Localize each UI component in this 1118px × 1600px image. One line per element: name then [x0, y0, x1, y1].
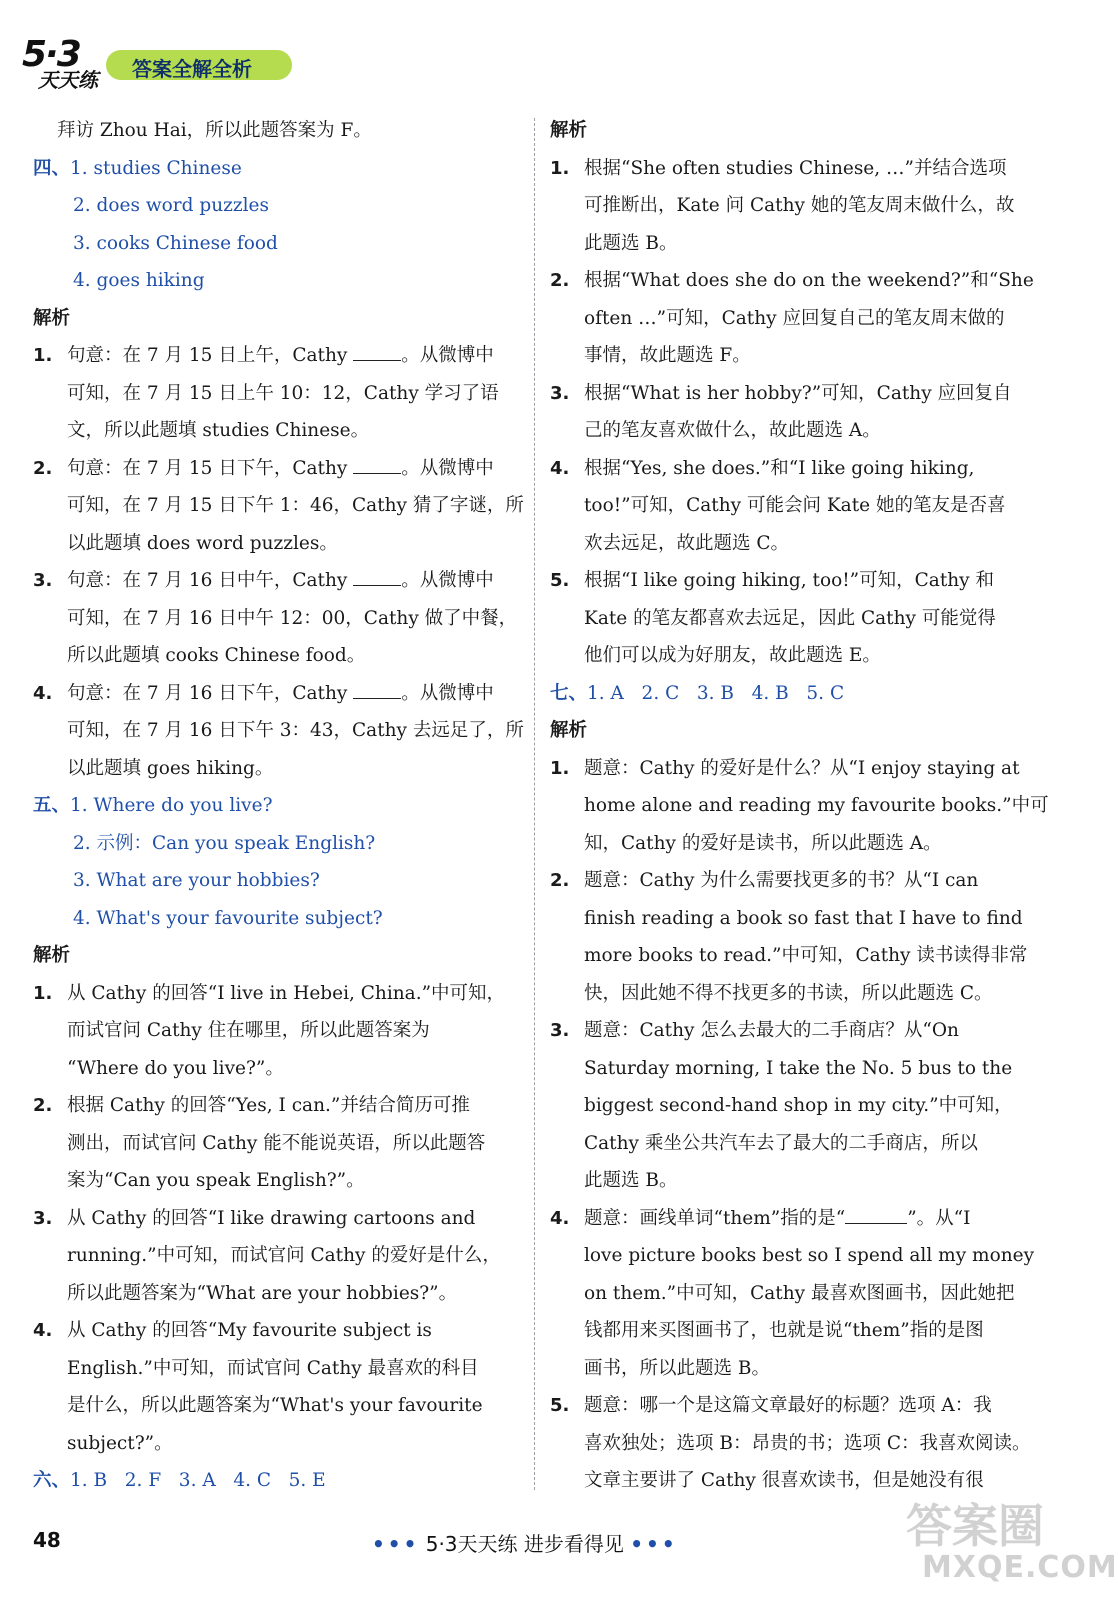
text-line: 题意：画线单词“them”指的是“	[584, 1207, 846, 1229]
logo-text: 天天练	[38, 68, 98, 92]
text-line: “Where do you live?”。	[67, 1057, 284, 1079]
section-7-answers	[550, 675, 1030, 713]
item-number: 1.	[33, 982, 53, 1004]
text-line: 文，所以此题填 studies Chinese。	[67, 420, 370, 441]
text-line: 句意：在 7 月 15 日下午，Cathy	[67, 457, 348, 479]
explanation-item	[33, 675, 523, 788]
explanation-item	[550, 450, 1030, 563]
explanation-item	[550, 1200, 1035, 1388]
section-5-answers	[33, 787, 523, 937]
section-label: 四、	[33, 157, 71, 179]
answer-list: 1. A 2. C 3. B 4. B 5. C	[587, 682, 845, 704]
dots-icon: •••	[372, 1532, 420, 1556]
analysis-heading: 解析	[33, 945, 71, 966]
item-number: 4.	[33, 1320, 53, 1341]
text-line: 题意：Cathy 为什么需要找更多的书？从“I can	[584, 870, 979, 891]
explanation-item	[550, 150, 1030, 263]
blank-line	[353, 455, 401, 474]
footer-slogan	[372, 1528, 678, 1557]
text-line: English.”中可知，而试官问 Cathy 最喜欢的科目	[67, 1357, 479, 1379]
text-line: biggest second-hand shop in my city.”中可知，	[584, 1095, 1013, 1116]
text-line: 题意：Cathy 的爱好是什么？从“I enjoy staying at	[584, 757, 1020, 779]
section-label: 七、	[550, 682, 588, 704]
analysis-heading: 解析	[550, 120, 588, 141]
text-line: 。从微博中	[401, 682, 494, 704]
text-line: 可知，在 7 月 15 日上午 10：12，Cathy 学习了语	[67, 382, 499, 404]
item-number: 4.	[550, 1207, 570, 1229]
item-number: 4.	[33, 682, 53, 704]
text-line: 根据 Cathy 的回答“Yes, I can.”并结合简历可推	[67, 1095, 470, 1116]
text-line: 从 Cathy 的回答“I live in Hebei, China.”中可知，	[67, 982, 506, 1004]
item-number: 2.	[550, 270, 570, 291]
text-line: 画书，所以此题选 B。	[584, 1357, 770, 1379]
banner-title: 答案全解全析	[132, 57, 252, 81]
section-4-answers	[33, 150, 523, 300]
section-label: 六、	[33, 1470, 71, 1491]
logo-number: 5·3	[22, 34, 80, 75]
explanation-item	[550, 262, 1034, 375]
text-line: 题意：哪一个是这篇文章最好的标题？选项 A：我	[584, 1395, 992, 1416]
answer-item: 2. 示例：Can you speak English?	[73, 832, 376, 854]
text-line: Cathy 乘坐公共汽车去了最大的二手商店，所以	[584, 1132, 978, 1154]
explanation-item	[33, 337, 523, 450]
text-line: 从 Cathy 的回答“My favourite subject is	[67, 1320, 432, 1341]
explanation-item	[550, 750, 1049, 863]
dots-icon: •••	[630, 1532, 678, 1556]
text-line: 。从微博中	[401, 570, 494, 591]
text-line: 根据“Yes, she does.”和“I like going hiking,	[584, 457, 975, 479]
answer-item: 3. cooks Chinese food	[73, 232, 278, 254]
page-header	[20, 34, 300, 92]
explanation-item	[33, 450, 523, 563]
text-line: 己的笔友喜欢做什么，故此题选 A。	[584, 420, 881, 441]
item-number: 3.	[33, 1207, 53, 1229]
item-number: 1.	[550, 757, 570, 779]
text-line: more books to read.”中可知，Cathy 读书读得非常	[584, 945, 1028, 966]
item-number: 3.	[33, 570, 53, 591]
explanation-item	[550, 1387, 1030, 1500]
text-line: 所以此题填 cooks Chinese food。	[67, 645, 366, 666]
text-line: 根据“What does she do on the weekend?”和“She	[584, 270, 1034, 291]
explanation-item	[550, 375, 1030, 450]
text-line: 此题选 B。	[584, 232, 678, 254]
left-column	[33, 112, 523, 1500]
text-line: 此题选 B。	[584, 1170, 678, 1191]
analysis-heading: 解析	[33, 307, 71, 329]
answer-item: 4. What's your favourite subject?	[73, 907, 383, 929]
text-line: 从 Cathy 的回答“I like drawing cartoons and	[67, 1207, 476, 1229]
text-line: often …”可知，Cathy 应回复自己的笔友周末做的	[584, 307, 1005, 329]
blank-line	[353, 680, 401, 699]
text-line: 以此题填 goes hiking。	[67, 757, 274, 779]
text-line: 题意：Cathy 怎么去最大的二手商店？从“On	[584, 1020, 959, 1041]
text-line: 句意：在 7 月 15 日上午，Cathy	[67, 345, 348, 366]
text-line: 可知，在 7 月 16 日中午 12：00，Cathy 做了中餐，	[67, 607, 518, 629]
text-line: 是什么，所以此题答案为“What's your favourite	[67, 1395, 483, 1416]
explanation-item	[33, 1200, 523, 1313]
right-column	[550, 112, 1049, 1500]
header-banner	[106, 50, 292, 80]
explanation-item	[33, 562, 523, 675]
text-line: 欢去远足，故此题选 C。	[584, 532, 790, 554]
text-line: 快，因此她不得不找更多的书读，所以此题选 C。	[584, 982, 993, 1004]
blank-line	[845, 1205, 907, 1224]
explanation-item	[33, 1312, 523, 1462]
text-line: love picture books best so I spend all my money	[584, 1245, 1035, 1266]
text-line: 可知，在 7 月 15 日下午 1：46，Cathy 猜了字谜，所	[67, 495, 524, 516]
text-line: 知，Cathy 的爱好是读书，所以此题选 A。	[584, 832, 942, 854]
item-number: 2.	[33, 1095, 53, 1116]
text-line: 以此题填 does word puzzles。	[67, 532, 338, 554]
explanation-item	[33, 1087, 523, 1200]
text-line: home alone and reading my favourite books.”中可	[584, 795, 1049, 816]
text-line: 所以此题答案为“What are your hobbies?”。	[67, 1282, 458, 1304]
text-line: 可知，在 7 月 16 日下午 3：43，Cathy 去远足了，所	[67, 720, 524, 741]
watermark-top: 答案圈	[906, 1499, 1044, 1553]
answer-item: 3. What are your hobbies?	[73, 870, 320, 891]
item-number: 2.	[550, 870, 570, 891]
text-line: Saturday morning, I take the No. 5 bus to the	[584, 1057, 1013, 1079]
explanation-item	[33, 975, 523, 1088]
carry-over-text: 拜访 Zhou Hai，所以此题答案为 F。	[57, 120, 372, 141]
item-number: 4.	[550, 457, 570, 479]
explanation-item	[550, 1012, 1030, 1200]
answer-item: 4. goes hiking	[73, 270, 205, 291]
text-line: 他们可以成为好朋友，故此题选 E。	[584, 645, 881, 666]
text-line: 测出，而试官问 Cathy 能不能说英语，所以此题答	[67, 1132, 486, 1154]
item-number: 5.	[550, 1395, 570, 1416]
brand-logo	[20, 34, 112, 92]
text-line: too!”可知，Cathy 可能会问 Kate 她的笔友是否喜	[584, 495, 1006, 516]
column-divider	[534, 118, 535, 1490]
section-label: 五、	[33, 795, 71, 816]
item-number: 5.	[550, 570, 570, 591]
text-line: 喜欢独处；选项 B：昂贵的书；选项 C：我喜欢阅读。	[584, 1432, 1031, 1454]
text-line: ”。从“I	[907, 1207, 971, 1229]
text-line: 案为“Can you speak English?”。	[67, 1170, 365, 1191]
page-number: 48	[33, 1528, 61, 1552]
text-line: 句意：在 7 月 16 日中午，Cathy	[67, 570, 348, 591]
answer-list: 1. B 2. F 3. A 4. C 5. E	[70, 1470, 326, 1491]
text-line: 可推断出，Kate 问 Cathy 她的笔友周末做什么，故	[584, 195, 1015, 216]
text-line: 根据“I like going hiking, too!”可知，Cathy 和	[584, 570, 994, 591]
text-line: 文章主要讲了 Cathy 很喜欢读书，但是她没有很	[584, 1470, 984, 1491]
text-line: 根据“She often studies Chinese, …”并结合选项	[584, 157, 1007, 179]
section-6-answers	[33, 1462, 523, 1500]
item-number: 3.	[550, 382, 570, 404]
answer-item: 1. Where do you live?	[70, 795, 273, 816]
text-line: 事情，故此题选 F。	[584, 345, 751, 366]
explanation-item	[550, 562, 1030, 675]
text-line: subject?”。	[67, 1432, 173, 1454]
text-line: 。从微博中	[401, 345, 494, 366]
text-line: 。从微博中	[401, 457, 494, 479]
item-number: 1.	[33, 345, 53, 366]
answer-item: 2. does word puzzles	[73, 195, 269, 216]
text-line: finish reading a book so fast that I have to find	[584, 907, 1023, 929]
analysis-heading: 解析	[550, 720, 588, 741]
blank-line	[353, 342, 401, 361]
item-number: 3.	[550, 1020, 570, 1041]
text-line: Kate 的笔友都喜欢去远足，因此 Cathy 可能觉得	[584, 607, 996, 629]
blank-line	[353, 567, 401, 586]
text-line: on them.”中可知，Cathy 最喜欢图画书，因此她把	[584, 1282, 1015, 1304]
explanation-item	[550, 862, 1030, 1012]
slogan-text: 5·3天天练 进步看得见	[425, 1532, 624, 1556]
site-watermark	[900, 1488, 1118, 1588]
text-line: 钱都用来买图画书了，也就是说“them”指的是图	[584, 1320, 984, 1341]
text-line: 而试官问 Cathy 住在哪里，所以此题答案为	[67, 1020, 430, 1041]
text-line: 根据“What is her hobby?”可知，Cathy 应回复自	[584, 382, 1012, 404]
watermark-bottom: MXQE.COM	[922, 1550, 1118, 1585]
text-line: running.”中可知，而试官问 Cathy 的爱好是什么，	[67, 1245, 501, 1266]
answer-item: 1. studies Chinese	[70, 157, 242, 179]
item-number: 1.	[550, 157, 570, 179]
item-number: 2.	[33, 457, 53, 479]
text-line: 句意：在 7 月 16 日下午，Cathy	[67, 682, 348, 704]
